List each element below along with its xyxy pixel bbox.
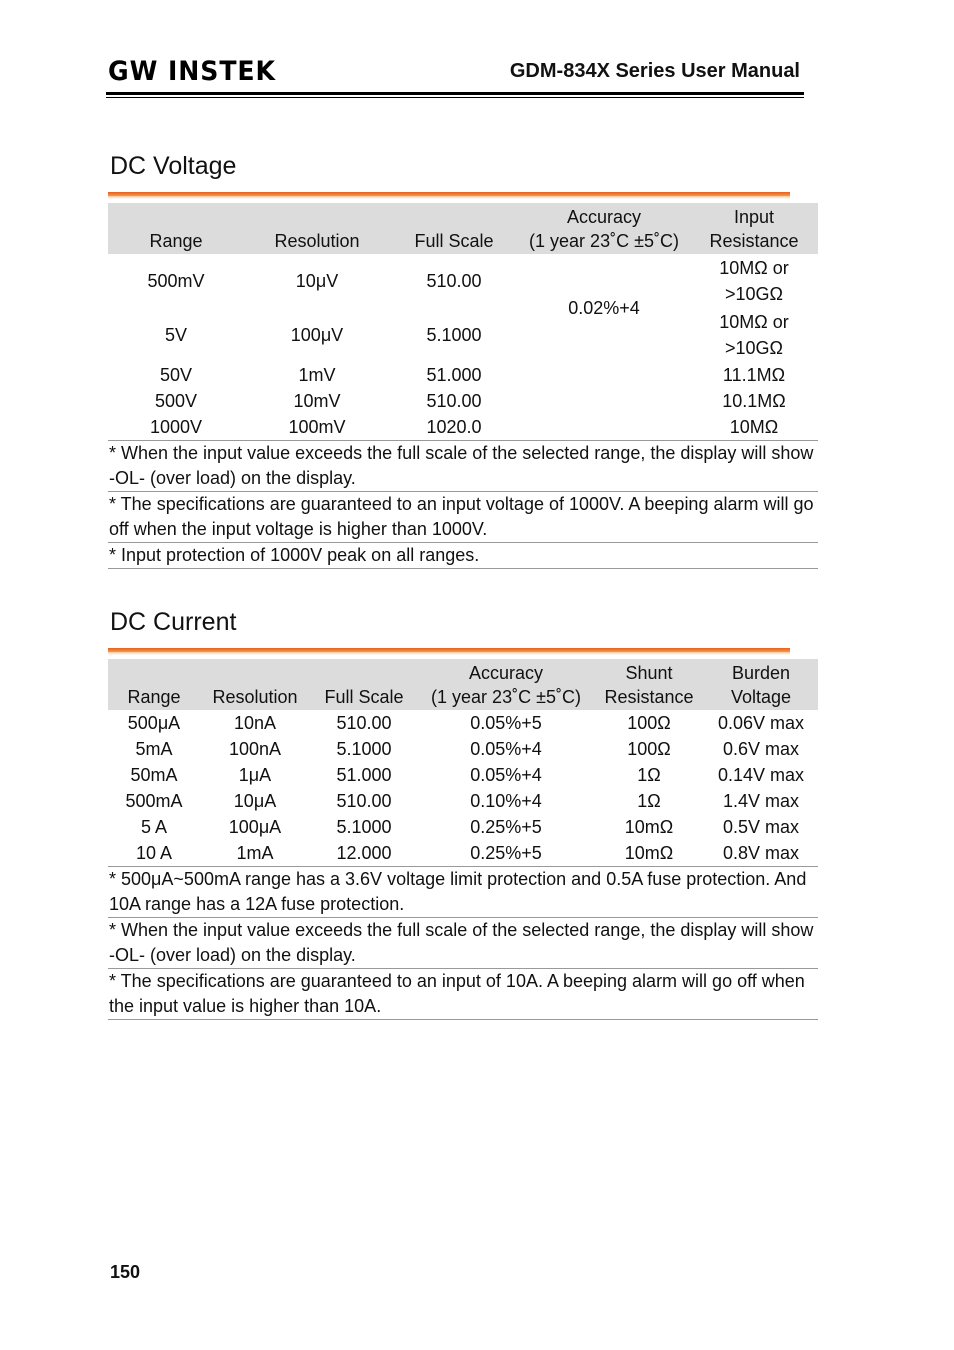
table-header-row bbox=[108, 203, 818, 254]
section-title-dc-voltage: DC Voltage bbox=[110, 152, 237, 180]
table-note: * When the input value exceeds the full scale of the selected range, the display will show -OL- (over load) on the display. bbox=[108, 441, 818, 492]
table-row: 10 A 1mA 12.000 0.25%+5 10mΩ 0.8V max bbox=[135, 843, 800, 863]
table-note: * The specifications are guaranteed to an input voltage of 1000V. A beeping alarm will go off when the input voltage is higher than 1000V. bbox=[108, 492, 818, 543]
gw-instek-logo bbox=[108, 56, 278, 84]
section-underline bbox=[108, 648, 790, 652]
dc-current-table bbox=[108, 659, 818, 1020]
table-row: 1000V 100mV 1020.0 10MΩ bbox=[149, 417, 779, 437]
table-row: 5 A 100μA 5.1000 0.25%+5 10mΩ 0.5V max bbox=[140, 817, 800, 837]
table-note: * 500μA~500mA range has a 3.6V voltage limit protection and 0.5A fuse protection. And 10A range has a 12A fuse protection. bbox=[108, 867, 818, 918]
col-full-scale: Full Scale bbox=[390, 203, 518, 254]
col-resolution: Resolution bbox=[200, 659, 310, 710]
col-input-resistance: Input Resistance bbox=[690, 203, 818, 254]
col-accuracy: Accuracy (1 year 23˚C ±5˚C) bbox=[418, 659, 594, 710]
col-range: Range bbox=[108, 659, 200, 710]
dc-voltage-table bbox=[108, 203, 818, 569]
table-note: * The specifications are guaranteed to an input of 10A. A beeping alarm will go off when the input value is higher than 10A. bbox=[108, 969, 818, 1020]
table-row: 5mA 100nA 5.1000 0.05%+4 100Ω 0.6V max bbox=[135, 739, 800, 759]
col-full-scale: Full Scale bbox=[310, 659, 418, 710]
table-row: 50mA 1μA 51.000 0.05%+4 1Ω 0.14V max bbox=[130, 765, 805, 785]
accuracy-merged: 0.02%+4 bbox=[568, 298, 640, 318]
manual-title: GDM-834X Series User Manual bbox=[509, 60, 800, 82]
table-row: 500mA 10μA 510.00 0.10%+4 1Ω 1.4V max bbox=[125, 791, 800, 811]
section-title-dc-current: DC Current bbox=[110, 608, 237, 636]
col-shunt-resistance: Shunt Resistance bbox=[594, 659, 704, 710]
col-accuracy: Accuracy (1 year 23˚C ±5˚C) bbox=[518, 203, 690, 254]
table-row: 500V 10mV 510.00 10.1MΩ bbox=[154, 391, 786, 411]
svg-text:GW INSTEK: GW INSTEK bbox=[108, 56, 277, 84]
page-number: 150 bbox=[110, 1262, 141, 1282]
header-rule bbox=[106, 92, 804, 95]
col-range: Range bbox=[108, 203, 244, 254]
table-row: 500mV 10μV 510.00 0.02%+4 10MΩ or >10GΩ bbox=[108, 254, 818, 308]
table-header-row bbox=[108, 659, 818, 710]
col-burden-voltage: Burden Voltage bbox=[704, 659, 818, 710]
col-resolution: Resolution bbox=[244, 203, 390, 254]
header-rule-thin bbox=[106, 97, 804, 98]
section-underline bbox=[108, 192, 790, 196]
table-note: * Input protection of 1000V peak on all ranges. bbox=[108, 543, 818, 569]
table-row: 50V 1mV 51.000 11.1MΩ bbox=[159, 365, 786, 385]
table-row: 5V 100μV 5.1000 10MΩ or >10GΩ bbox=[164, 312, 789, 358]
table-note: * When the input value exceeds the full scale of the selected range, the display will show -OL- (over load) on the display. bbox=[108, 918, 818, 969]
table-row: 500μA 10nA 510.00 0.05%+5 100Ω 0.06V max bbox=[127, 713, 805, 733]
